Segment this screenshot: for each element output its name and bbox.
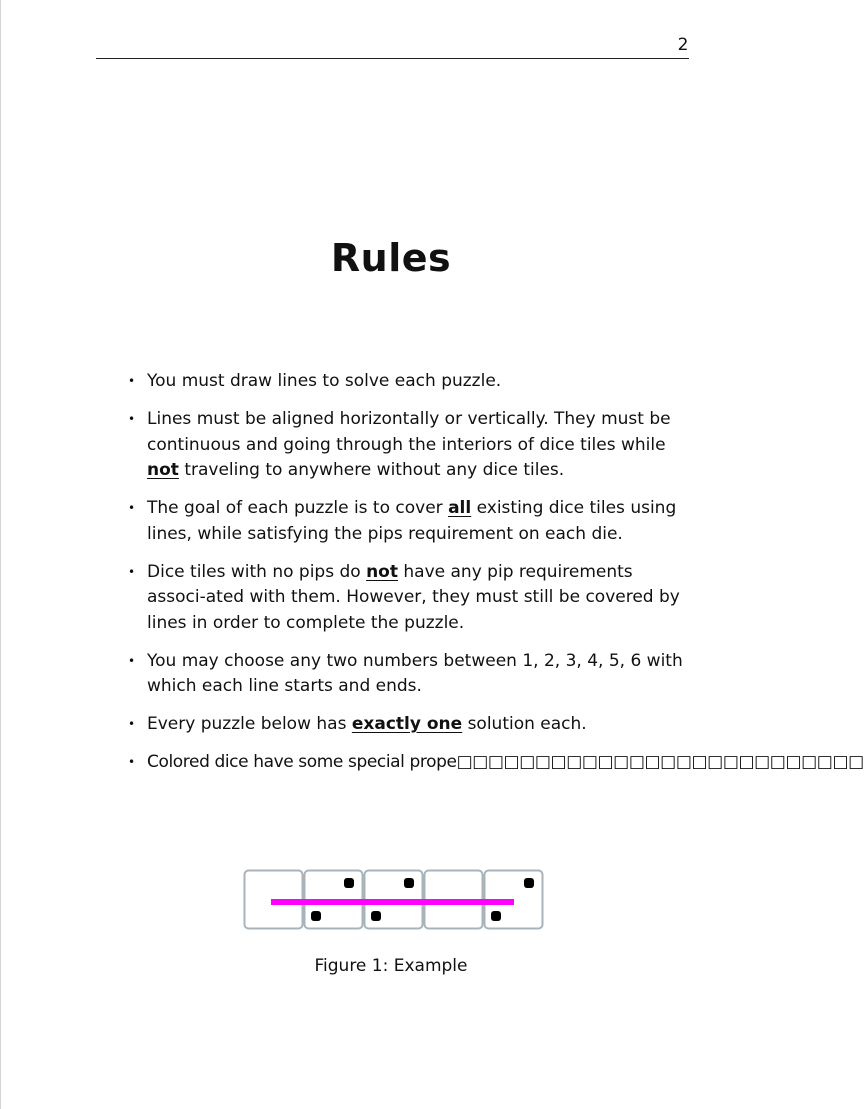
rule-text: existing dice tiles using lines, while satisfying the pips requirement on each die. [147, 498, 677, 544]
rule-text: Lines must be aligned horizontally or vertically. They must be continuous and going through the interiors of dice tiles while [147, 409, 671, 455]
rule-text: You must draw lines to solve each puzzle. [147, 371, 502, 391]
dice-pip [524, 878, 534, 888]
rule-item [126, 649, 692, 700]
figure-caption: Figure 1: Example [314, 956, 468, 976]
page-edge [0, 0, 1, 1109]
rule-item [126, 560, 692, 637]
rule-emphasis: all [448, 498, 472, 518]
dice-pip [311, 911, 321, 921]
rule-text: solution each. [462, 714, 587, 734]
rule-text: The goal of each puzzle is to cover [147, 498, 449, 518]
rule-text: You may choose any two numbers between 1, 2, 3, 4, 5, 6 with which each line starts and ends. [147, 650, 683, 696]
rules-list [126, 369, 864, 788]
rule-item [126, 496, 692, 547]
rule-emphasis: exactly one [351, 714, 463, 734]
rule-emphasis: not [366, 561, 398, 582]
rule-item [126, 750, 864, 776]
page-header [96, 34, 689, 59]
dice-pip [344, 878, 354, 888]
rule-text: Every puzzle below has [147, 714, 352, 734]
example-figure [243, 869, 543, 931]
dice-pip [371, 911, 381, 921]
rule-item [126, 369, 692, 395]
dice-pip [491, 911, 501, 921]
rule-text: Colored dice have some special prope□□□□□□□□□□□□□□□□□□□□□□□□□□ [147, 752, 864, 772]
rule-text: traveling to anywhere without any dice tiles. [178, 460, 565, 480]
rule-text: have any pip requirements associ-ated with them. However, they must still be covered by lines in order to complete the puzzle. [147, 561, 680, 633]
dice-puzzle-figure [243, 869, 543, 931]
rule-emphasis: not [147, 460, 179, 480]
dice-pip [404, 878, 414, 888]
rule-item [126, 712, 692, 738]
rule-item [126, 407, 692, 484]
page-title: Rules [330, 236, 452, 280]
page-number: 2 [677, 35, 689, 55]
rule-text: Dice tiles with no pips do [147, 561, 367, 582]
